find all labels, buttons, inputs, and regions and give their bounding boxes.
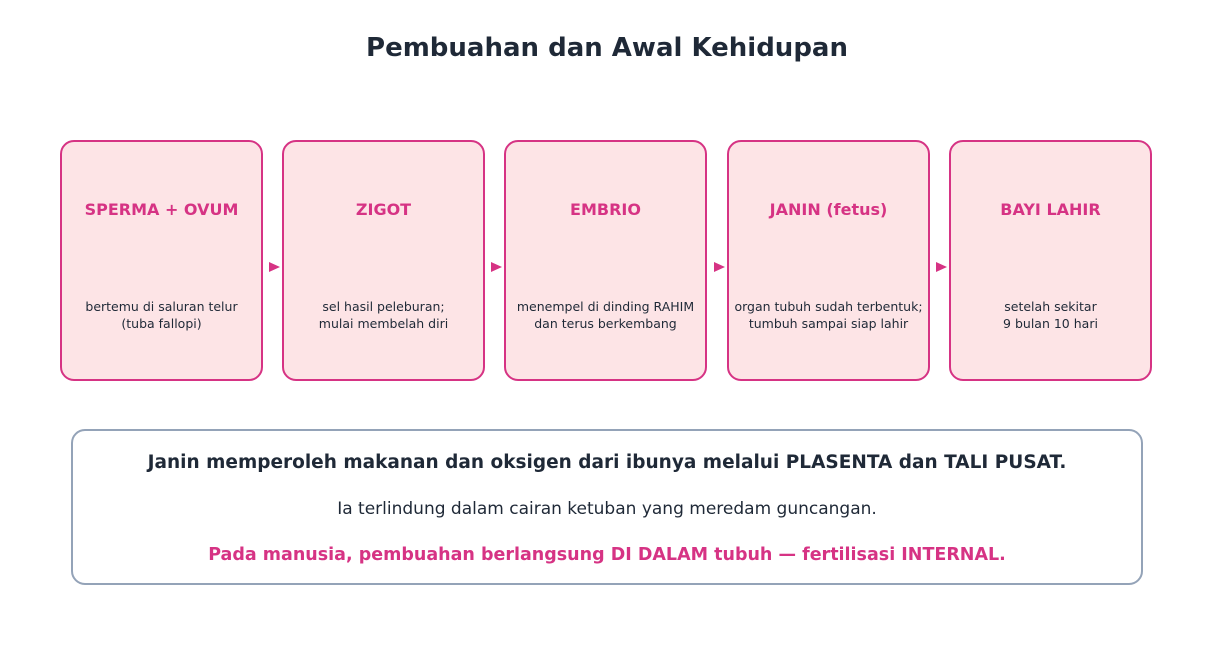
diagram-title: Pembuahan dan Awal Kehidupan [366,33,848,63]
stage-name: SPERMA + OVUM [84,200,239,219]
stage-description [729,298,928,332]
stage-sperma-ovum [60,140,263,381]
stage-desc-line: dan terus berkembang [534,316,677,331]
stage-name: JANIN (fetus) [769,200,888,219]
stage-name: EMBRIO [570,200,641,219]
stage-desc-line: (tuba fallopi) [121,316,202,331]
stage-description [951,298,1150,332]
stage-description [506,298,705,332]
stage-name: BAYI LAHIR [1000,200,1101,219]
stage-desc-line: bertemu di saluran telur [85,299,238,314]
flow-arrow [491,262,502,272]
stage-desc-line: mulai membelah diri [318,316,449,331]
stage-desc-line: tumbuh sampai siap lahir [748,316,909,331]
stage-description [62,298,261,332]
stage-desc-line: setelah sekitar [1004,299,1097,314]
info-line-fertilization: Pada manusia, pembuahan berlangsung DI DALAM tubuh — fertilisasi INTERNAL. [208,545,1006,565]
stage-janin [727,140,930,381]
info-line-protection: Ia terlindung dalam cairan ketuban yang meredam guncangan. [337,499,877,519]
info-box [71,429,1143,585]
stage-desc-line: 9 bulan 10 hari [1003,316,1098,331]
flow-arrow [269,262,280,272]
stage-desc-line: menempel di dinding RAHIM [516,299,695,314]
flow-arrow [714,262,725,272]
flow-arrow [936,262,947,272]
stage-name: ZIGOT [355,200,412,219]
info-line-nutrition: Janin memperoleh makanan dan oksigen dari ibunya melalui PLASENTA dan TALI PUSAT. [147,452,1067,473]
stage-zigot [282,140,485,381]
stage-description [284,298,483,332]
stage-embrio [504,140,707,381]
stage-bayi-lahir [949,140,1152,381]
stage-desc-line: organ tubuh sudah terbentuk; [734,299,923,314]
stage-desc-line: sel hasil peleburan; [322,299,445,314]
